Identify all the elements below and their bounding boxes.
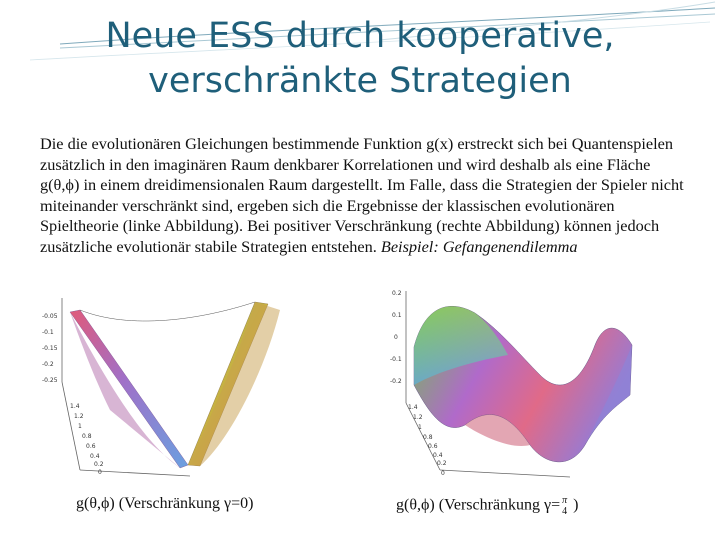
slide-title-line2: verschränkte Strategien xyxy=(148,61,572,101)
right-y-tick: 1.4 xyxy=(408,404,418,411)
caption-right-suffix: ) xyxy=(573,496,579,514)
right-y-tick: 1 xyxy=(418,424,422,431)
slide-title xyxy=(0,14,720,104)
left-z-tick: -0.25 xyxy=(42,377,58,384)
right-z-tick: -0.2 xyxy=(390,378,402,385)
left-y-tick: 0.4 xyxy=(90,453,100,460)
right-y-tick: 0 xyxy=(441,470,445,477)
left-z-tick: -0.1 xyxy=(42,329,54,336)
right-z-tick: 0.1 xyxy=(392,312,402,319)
right-z-ticks xyxy=(390,290,402,385)
caption-right xyxy=(396,495,578,517)
left-z-tick: -0.05 xyxy=(42,313,58,320)
left-y-tick: 1.2 xyxy=(74,413,84,420)
pi-over-4-fraction xyxy=(562,495,567,517)
slide-title-line1: Neue ESS durch kooperative, xyxy=(105,16,615,56)
right-z-tick: 0 xyxy=(394,334,398,341)
left-z-tick: -0.2 xyxy=(42,361,54,368)
fraction-numerator: π xyxy=(562,495,568,506)
caption-right-prefix: g(θ,ϕ) (Verschränkung γ= xyxy=(396,496,561,514)
fraction-denominator: 4 xyxy=(562,506,568,517)
left-y-tick: 0.2 xyxy=(94,461,104,468)
left-y-tick: 1 xyxy=(78,423,82,430)
surface-plot-right xyxy=(380,285,650,485)
right-y-tick: 1.2 xyxy=(413,414,423,421)
left-y-tick: 0.6 xyxy=(86,443,96,450)
left-y-tick: 1.4 xyxy=(70,403,80,410)
left-y-ticks xyxy=(70,403,104,476)
right-z-tick: 0.2 xyxy=(392,290,402,297)
right-z-tick: -0.1 xyxy=(390,356,402,363)
caption-left: g(θ,ϕ) (Verschränkung γ=0) xyxy=(76,495,254,512)
body-paragraph xyxy=(40,134,690,258)
right-y-tick: 0.6 xyxy=(428,443,438,450)
example-label: Beispiel: Gefangenendilemma xyxy=(380,236,578,256)
surface-plot-left xyxy=(40,290,330,480)
right-y-tick: 0.8 xyxy=(423,434,433,441)
left-y-tick: 0 xyxy=(98,469,102,476)
left-z-tick: -0.15 xyxy=(42,345,58,352)
left-y-tick: 0.8 xyxy=(82,433,92,440)
right-y-tick: 0.2 xyxy=(437,460,447,467)
left-z-ticks xyxy=(42,313,58,384)
body-paragraph-text: Die die evolutionären Gleichungen bestimmende Funktion g(x) erstreckt sich bei Quantenspielen zusätzlich in den imaginären Raum denkbarer Korrelationen und wird deshalb als eine Fläche g(θ,ϕ) in einem dreidimensionalen Raum dargestellt. Im Falle, dass die Strategien der Spieler nicht miteinander verschränkt sind, ergeben sich die Ergebnisse der klassischen evolutionären Spieltheorie (linke Abbildung). Bei positiver Verschränkung (rechte Abbildung) können jedoch zusätzliche evolutionär stabile Strategien entstehen. xyxy=(40,134,684,256)
right-y-tick: 0.4 xyxy=(433,452,443,459)
